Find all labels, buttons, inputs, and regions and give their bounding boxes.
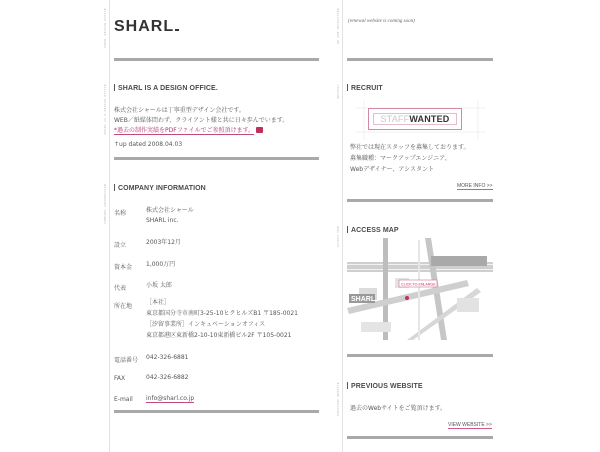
- company-value-founded: 2003年12月: [146, 239, 181, 246]
- map-click-label: CLICK TO ENLARGE: [401, 282, 436, 287]
- company-value-phone: 042-326-6881: [146, 354, 189, 361]
- company-heading: [114, 184, 206, 192]
- heading-tick: [347, 382, 348, 389]
- divider-bar: [347, 199, 493, 202]
- about-heading-text: SHARL IS A DESIGN OFFICE.: [118, 85, 218, 92]
- staff-wanted-banner-inner: [373, 113, 457, 125]
- access-map-graphic: [347, 238, 493, 340]
- company-heading-text: COMPANY INFORMATION: [118, 185, 206, 192]
- access-heading-text: ACCESS MAP: [351, 227, 399, 234]
- recruit-heading-text: RECRUIT: [351, 85, 383, 92]
- map-block: [431, 256, 487, 266]
- banner-bold-text: WANTED: [409, 114, 450, 124]
- company-email-link-text[interactable]: info@sharl.co.jp: [146, 395, 195, 402]
- company-label-phone: 電話番号: [114, 357, 139, 364]
- office-location-marker: [405, 296, 409, 300]
- divider-bar: [114, 410, 319, 413]
- map-block: [457, 298, 479, 312]
- company-label-name: 名称: [114, 210, 127, 217]
- logo-dot: [175, 29, 179, 31]
- divider-bar: [114, 157, 319, 160]
- company-label-capital: 資本金: [114, 264, 133, 271]
- access-heading: [347, 226, 399, 234]
- company-value-name-2: SHARL inc.: [146, 217, 179, 224]
- company-value-representative: 小坂 太郎: [146, 282, 172, 289]
- portfolio-pdf-link[interactable]: [114, 126, 263, 136]
- recruit-line-3: Webデザイナー、アシスタント: [350, 166, 435, 173]
- divider-bar: [347, 58, 493, 61]
- side-label-right-previous: PREVIOUS WEBSITE: [336, 382, 340, 416]
- recruit-line-1: 弊社では現在スタッフを募集しております。: [350, 144, 470, 151]
- company-label-fax: FAX: [114, 375, 126, 382]
- side-label-left-about: SHARL IS A DESIGN OFFICE: [103, 84, 107, 135]
- about-updated: ↑up dated 2008.04.03: [114, 141, 183, 148]
- heading-tick: [347, 226, 348, 233]
- divider-bar: [347, 354, 493, 357]
- company-value-fax: 042-326-6882: [146, 374, 189, 381]
- view-website-link[interactable]: VIEW WEBSITE >>: [448, 422, 492, 428]
- site-logo[interactable]: [114, 18, 179, 36]
- company-value-address-3: ［汐留事業所］インキュベーションオフィス: [146, 321, 266, 328]
- staff-wanted-banner[interactable]: [368, 108, 462, 130]
- company-value-address-2: 東京都国分寺市南町3-25-10ヒクヒルズB1 〒185-0021: [146, 310, 298, 317]
- company-value-name-1: 株式会社シャール: [146, 207, 194, 214]
- recruit-more-info-link[interactable]: MORE INFO >>: [457, 183, 493, 189]
- access-map[interactable]: [347, 238, 493, 340]
- heading-tick: [347, 84, 348, 91]
- divider-bar: [347, 436, 493, 439]
- company-value-capital: 1,000万円: [146, 261, 176, 268]
- map-logo-label: SHARL: [351, 296, 376, 303]
- about-heading: [114, 84, 218, 92]
- company-value-address-1: ［本社］: [146, 299, 171, 306]
- company-label-representative: 代表: [114, 285, 127, 292]
- about-line-2: WEB／紙媒体問わず、クライアント様と共に日々歩んでいます。: [114, 117, 289, 124]
- right-guide-line: [342, 0, 343, 452]
- heading-tick: [114, 184, 115, 191]
- company-label-email: E-mail: [114, 396, 133, 403]
- company-email-link[interactable]: [146, 394, 194, 404]
- tagline: (renewal website is coming soon): [348, 19, 415, 24]
- previous-heading-text: PREVIOUS WEBSITE: [351, 383, 423, 390]
- side-label-right-top: WE ARE RECRUITING: [336, 8, 340, 44]
- pdf-icon[interactable]: [256, 127, 263, 133]
- divider-bar: [114, 58, 319, 61]
- recruit-heading: [347, 84, 383, 92]
- side-label-left-top: SHARL DESIGN OFFICE: [103, 8, 107, 49]
- recruit-line-2: 募集職種：マークアップエンジニア、: [350, 155, 451, 162]
- about-line-1: 株式会社シャールは丁寧重型デザイン会社です。: [114, 107, 245, 114]
- portfolio-pdf-link-text[interactable]: *過去の制作実績をPDFファイルでご参照頂けます。: [114, 127, 255, 134]
- company-value-address-4: 東京都港区東新橋2-10-10東新橋ビル2F 〒105-0021: [146, 332, 292, 339]
- banner-light-text: STAFF: [380, 114, 410, 124]
- side-label-right-access: ACCESS MAP: [336, 226, 340, 248]
- company-label-founded: 設立: [114, 242, 127, 249]
- company-label-address: 所在地: [114, 303, 133, 310]
- map-block: [361, 322, 391, 332]
- logo-text: SHARL: [114, 18, 175, 35]
- previous-line: 過去のWebサイトをご覧頂けます。: [350, 405, 447, 412]
- left-guide-line: [109, 0, 110, 452]
- previous-heading: [347, 382, 423, 390]
- side-label-right-recruit: RECRUIT: [336, 84, 340, 99]
- side-label-left-company: COMPANY INFORMATION: [103, 184, 107, 225]
- heading-tick: [114, 84, 115, 91]
